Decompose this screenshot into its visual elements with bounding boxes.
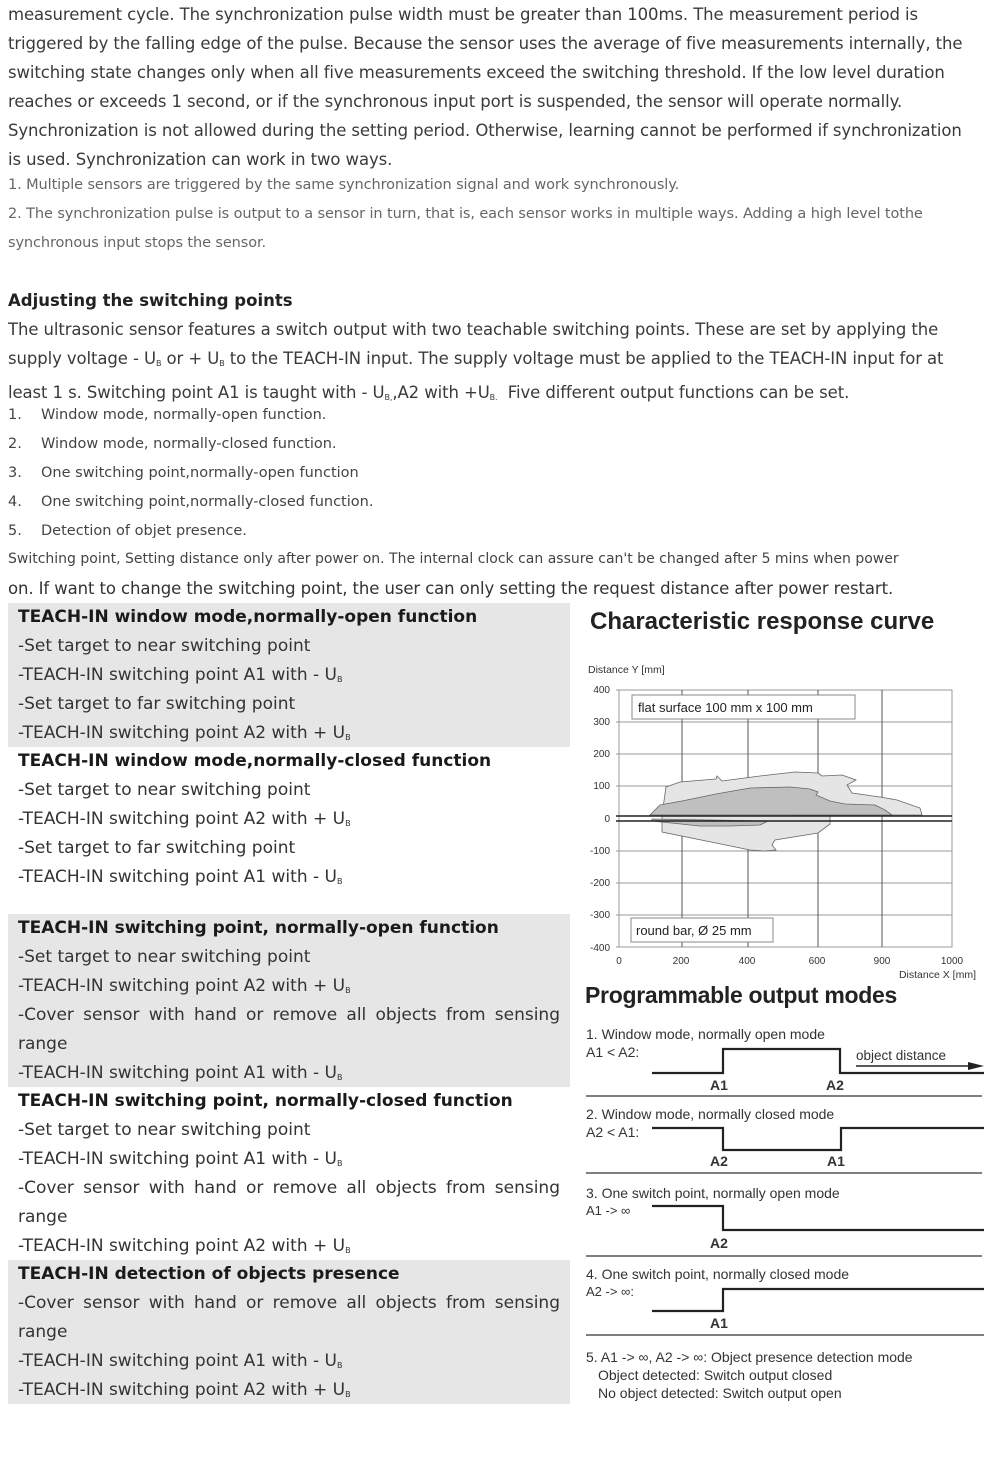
teach-step: -TEACH-IN switching point A1 with - $U_B$	[18, 1063, 343, 1083]
teach-step: -TEACH-IN switching point A2 with + $U_B$	[18, 976, 351, 996]
svg-text:600: 600	[808, 956, 826, 967]
mode4-point1: A1	[710, 1315, 728, 1331]
list-item: 4. One switching point,normally-closed function.	[8, 494, 374, 510]
teach-step: -Set target to near switching point	[18, 636, 311, 656]
y-tick-labels	[590, 685, 610, 954]
adjust-paragraph	[8, 315, 976, 412]
list-item: 3. One switching point,normally-open function	[8, 465, 359, 481]
mode5-line2: Object detected: Switch output closed	[598, 1367, 833, 1383]
teach-block-title: TEACH-IN window mode,normally-closed function	[18, 751, 492, 771]
mode1-point1: A1	[710, 1077, 728, 1093]
teach-step: -Cover sensor with hand or remove all objects from sensing	[18, 1178, 560, 1198]
teach-step: -TEACH-IN switching point A2 with + $U_B$	[18, 1236, 351, 1256]
teach-window-no-block	[8, 603, 570, 747]
teach-step: -TEACH-IN switching point A1 with - $U_B$	[18, 1351, 343, 1371]
mode4-signal	[652, 1289, 984, 1311]
svg-text:100: 100	[593, 781, 610, 792]
intro-line: Synchronization is not allowed during the setting period. Otherwise, learning cannot be performed if synchronization	[8, 121, 962, 140]
chart-title: Characteristic response curve	[590, 608, 935, 635]
teach-step: -Set target to near switching point	[18, 947, 311, 967]
legend-flat-label: flat surface 100 mm x 100 mm	[638, 700, 813, 715]
mode3-condition: A1 -> ∞	[586, 1203, 631, 1218]
adjust-line: least 1 s. Switching point A1 is taught with - $U_{B,},A2$ with $+U_{B.}$ Five different output functions can be set.	[8, 383, 850, 402]
arrow-right-icon	[968, 1062, 984, 1070]
adjust-line: supply voltage - $U_B$ or + $U_B$ to the TEACH-IN input. The supply voltage must be applied to the TEACH-IN input for at	[8, 349, 944, 368]
teach-step: range	[18, 1322, 68, 1342]
response-curve-chart	[580, 655, 1000, 985]
svg-text:-100: -100	[589, 846, 610, 857]
mode5-title: 5. A1 -> ∞, A2 -> ∞: Object presence detection mode	[586, 1349, 913, 1365]
teach-step: -TEACH-IN switching point A1 with - $U_B$	[18, 665, 343, 685]
svg-text:900: 900	[873, 956, 891, 967]
mode3-point1: A2	[710, 1235, 728, 1251]
svg-text:1000: 1000	[940, 956, 964, 967]
teach-block-title: TEACH-IN switching point, normally-closed function	[18, 1091, 513, 1111]
svg-text:0: 0	[616, 956, 622, 967]
legend-round-label: round bar, Ø 25 mm	[636, 923, 752, 938]
sync-ways-list	[8, 171, 976, 258]
teach-step: -TEACH-IN switching point A2 with + $U_B$	[18, 723, 351, 743]
mode3-title: 3. One switch point, normally open mode	[586, 1185, 840, 1201]
mode4-condition: A2 -> ∞:	[586, 1284, 634, 1299]
teach-step: -Cover sensor with hand or remove all objects from sensing	[18, 1005, 560, 1025]
svg-text:300: 300	[593, 717, 610, 728]
mode2-title: 2. Window mode, normally closed mode	[586, 1106, 835, 1122]
mode2-point1: A2	[710, 1153, 728, 1169]
svg-text:400: 400	[593, 685, 610, 696]
svg-text:-200: -200	[589, 878, 610, 889]
teach-step: -Set target to far switching point	[18, 694, 296, 714]
intro-line: measurement cycle. The synchronization pulse width must be greater than 100ms. The measurement period is	[8, 5, 918, 24]
x-tick-labels	[616, 956, 963, 967]
power-note-line1: Switching point, Setting distance only after power on. The internal clock can assure can't be changed after 5 mins when power	[8, 551, 899, 567]
sync-way-item: 2. The synchronization pulse is output to a sensor in turn, that is, each sensor works in multiple ways. Adding a high level tothe	[8, 206, 923, 222]
teach-step: range	[18, 1207, 68, 1227]
section-heading-adjusting: Adjusting the switching points	[8, 291, 293, 310]
teach-step: -TEACH-IN switching point A1 with - $U_B$	[18, 867, 343, 887]
teach-step: -Cover sensor with hand or remove all objects from sensing	[18, 1293, 560, 1313]
sync-way-item: synchronous input stops the sensor.	[8, 235, 267, 251]
mode2-signal	[652, 1128, 984, 1150]
teach-step: -Set target to near switching point	[18, 780, 311, 800]
teach-block-title: TEACH-IN detection of objects presence	[18, 1264, 400, 1284]
teach-block-title: TEACH-IN window mode,normally-open function	[18, 607, 478, 627]
svg-text:-400: -400	[589, 943, 610, 954]
teach-block-title: TEACH-IN switching point, normally-open function	[18, 918, 499, 938]
intro-line: switching state changes only when all five measurements exceed the switching threshold. If the low level duration	[8, 63, 945, 82]
list-item: 1. Window mode, normally-open function.	[8, 407, 327, 423]
intro-paragraph	[8, 0, 976, 174]
mode5-line3: No object detected: Switch output open	[598, 1385, 842, 1401]
svg-text:-300: -300	[589, 910, 610, 921]
teach-step: -TEACH-IN switching point A2 with + $U_B$	[18, 809, 351, 829]
teach-step: -Set target to far switching point	[18, 838, 296, 858]
power-note-line2: on. If want to change the switching point, the user can only setting the request distance after power restart.	[8, 579, 894, 598]
y-axis-label: Distance Y [mm]	[588, 664, 665, 676]
teach-step: -TEACH-IN switching point A2 with + $U_B$	[18, 1380, 351, 1400]
teach-sp-nc-block	[8, 1087, 570, 1260]
x-axis-label: Distance X [mm]	[898, 969, 976, 981]
mode2-condition: A2 < A1:	[586, 1124, 640, 1140]
teach-sp-no-block	[8, 914, 570, 1087]
sync-way-item: 1. Multiple sensors are triggered by the same synchronization signal and work synchronously.	[8, 177, 680, 193]
mode1-condition: A1 < A2:	[586, 1044, 640, 1060]
mode1-point2: A2	[826, 1077, 844, 1093]
output-modes-diagram	[580, 1015, 1000, 1415]
svg-text:200: 200	[672, 956, 690, 967]
teach-step: -TEACH-IN switching point A1 with - $U_B$	[18, 1149, 343, 1169]
mode3-signal	[652, 1206, 984, 1230]
intro-line: reaches or exceeds 1 second, or if the synchronous input port is suspended, the sensor will operate normally.	[8, 92, 903, 111]
list-item: 5. Detection of objet presence.	[8, 523, 247, 539]
adjust-line: The ultrasonic sensor features a switch output with two teachable switching points. These are set by applying the	[8, 320, 939, 339]
teach-presence-block	[8, 1260, 570, 1404]
teach-step: -Set target to near switching point	[18, 1120, 311, 1140]
svg-text:200: 200	[593, 749, 610, 760]
mode1-arrow-label: object distance	[856, 1048, 947, 1063]
svg-text:400: 400	[738, 956, 756, 967]
mode2-point2: A1	[827, 1153, 845, 1169]
modes-title: Programmable output modes	[585, 982, 897, 1008]
mode4-title: 4. One switch point, normally closed mode	[586, 1266, 850, 1282]
mode1-title: 1. Window mode, normally open mode	[586, 1026, 825, 1042]
intro-line: triggered by the falling edge of the pulse. Because the sensor uses the average of five measurements internally, the	[8, 34, 963, 53]
list-item: 2. Window mode, normally-closed function.	[8, 436, 337, 452]
teach-window-nc-block	[8, 747, 570, 892]
output-functions-list	[8, 401, 373, 546]
svg-text:0: 0	[604, 814, 610, 825]
teach-step: range	[18, 1034, 68, 1054]
intro-line: is used. Synchronization can work in two ways.	[8, 150, 393, 169]
